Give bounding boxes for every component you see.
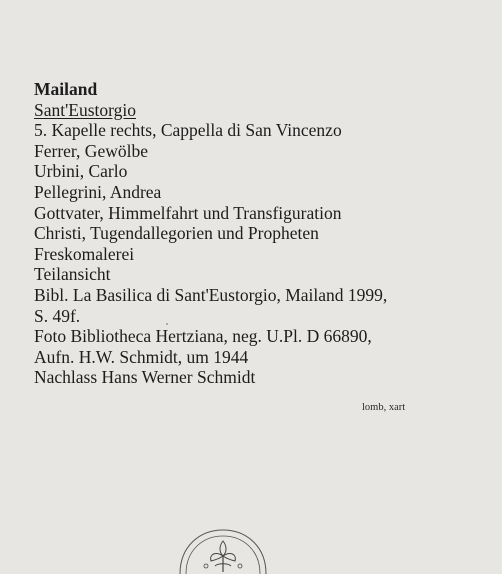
card-title: Mailand [34,79,98,99]
card-line-photographer: Aufn. H.W. Schmidt, um 1944 [34,346,249,367]
card-line-estate: Nachlass Hans Werner Schmidt [34,367,256,388]
card-line-bibliography: Bibl. La Basilica di Sant'Eustorgio, Mailand 1999, [34,284,388,305]
paper-speck [166,323,168,325]
card-line-technique: Freskomalerei [34,243,135,264]
card-line-photo-source: Foto Bibliotheca Hertziana, neg. U.Pl. D 66890, [34,326,372,347]
card-line-subject-cont: Christi, Tugendallegorien und Propheten [34,223,319,244]
card-line-view: Teilansicht [34,264,111,285]
card-line-artist-2: Pellegrini, Andrea [34,181,162,202]
card-line-location-cont: Ferrer, Gewölbe [34,140,148,161]
card-line-artist-1: Urbini, Carlo [34,161,128,182]
card-line-subject: Gottvater, Himmelfahrt und Transfiguration [34,202,342,223]
card-text [34,79,387,388]
library-stamp-icon [176,526,270,574]
classification-tag: lomb, xart [362,402,406,413]
card-subtitle: Sant'Eustorgio [34,99,137,120]
card-line-location: 5. Kapelle rechts, Cappella di San Vincenzo [34,120,342,141]
card-line-bibliography-cont: S. 49f. [34,305,81,326]
